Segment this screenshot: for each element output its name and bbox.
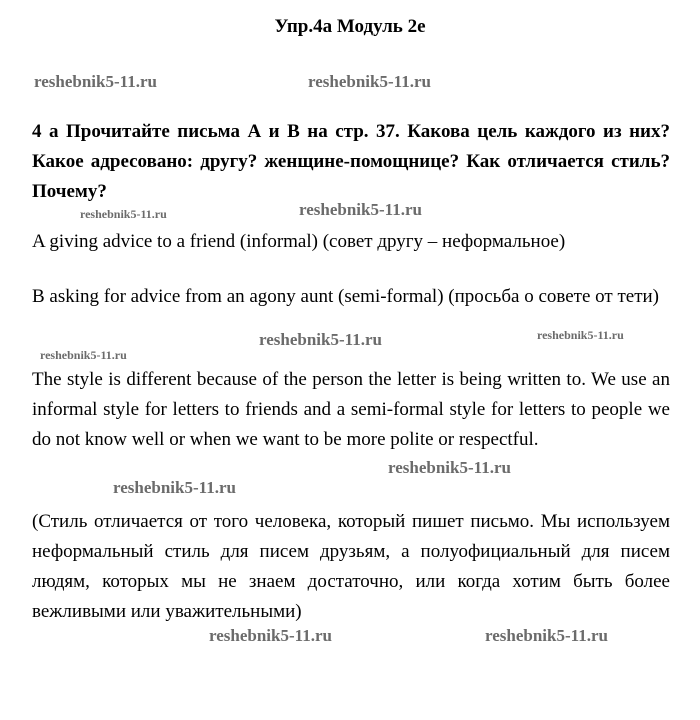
watermark: reshebnik5-11.ru [259,330,382,349]
watermark: reshebnik5-11.ru [485,626,608,645]
task-text: 4 а Прочитайте письма А и В на стр. 37. Какова цель каждого из них? Какое адресовано: другу? женщине-помощнице? Как отличается стиль? Почему? [32,121,670,202]
answer-style-en: The style is different because of the person the letter is being written to. We use an informal style for letters to friends and a semi-formal style for letters to people we do not know well or when we want to be more polite or respectful. [32,369,670,450]
watermark: reshebnik5-11.ru [113,478,236,497]
watermark: reshebnik5-11.ru [34,72,157,91]
watermark: reshebnik5-11.ru [299,200,422,219]
answer-b: B asking for advice from an agony aunt (semi-formal) (просьба о совете от тети) [32,286,659,307]
page-title: Упр.4а Модуль 2е [274,16,426,37]
watermark: reshebnik5-11.ru [209,626,332,645]
answer-style-ru: (Стиль отличается от того человека, который пишет письмо. Мы используем неформальный стиль для писем друзьям, а полуофициальный для писем людям, которых мы не знаем достаточно, или когда хотим быть более вежливыми или уважительными) [32,511,670,622]
answer-a: A giving advice to a friend (informal) (совет другу – неформальное) [32,231,566,252]
watermark: reshebnik5-11.ru [80,207,167,221]
watermark: reshebnik5-11.ru [40,348,127,362]
watermark: reshebnik5-11.ru [388,458,511,477]
watermark: reshebnik5-11.ru [537,328,624,342]
watermark: reshebnik5-11.ru [308,72,431,91]
